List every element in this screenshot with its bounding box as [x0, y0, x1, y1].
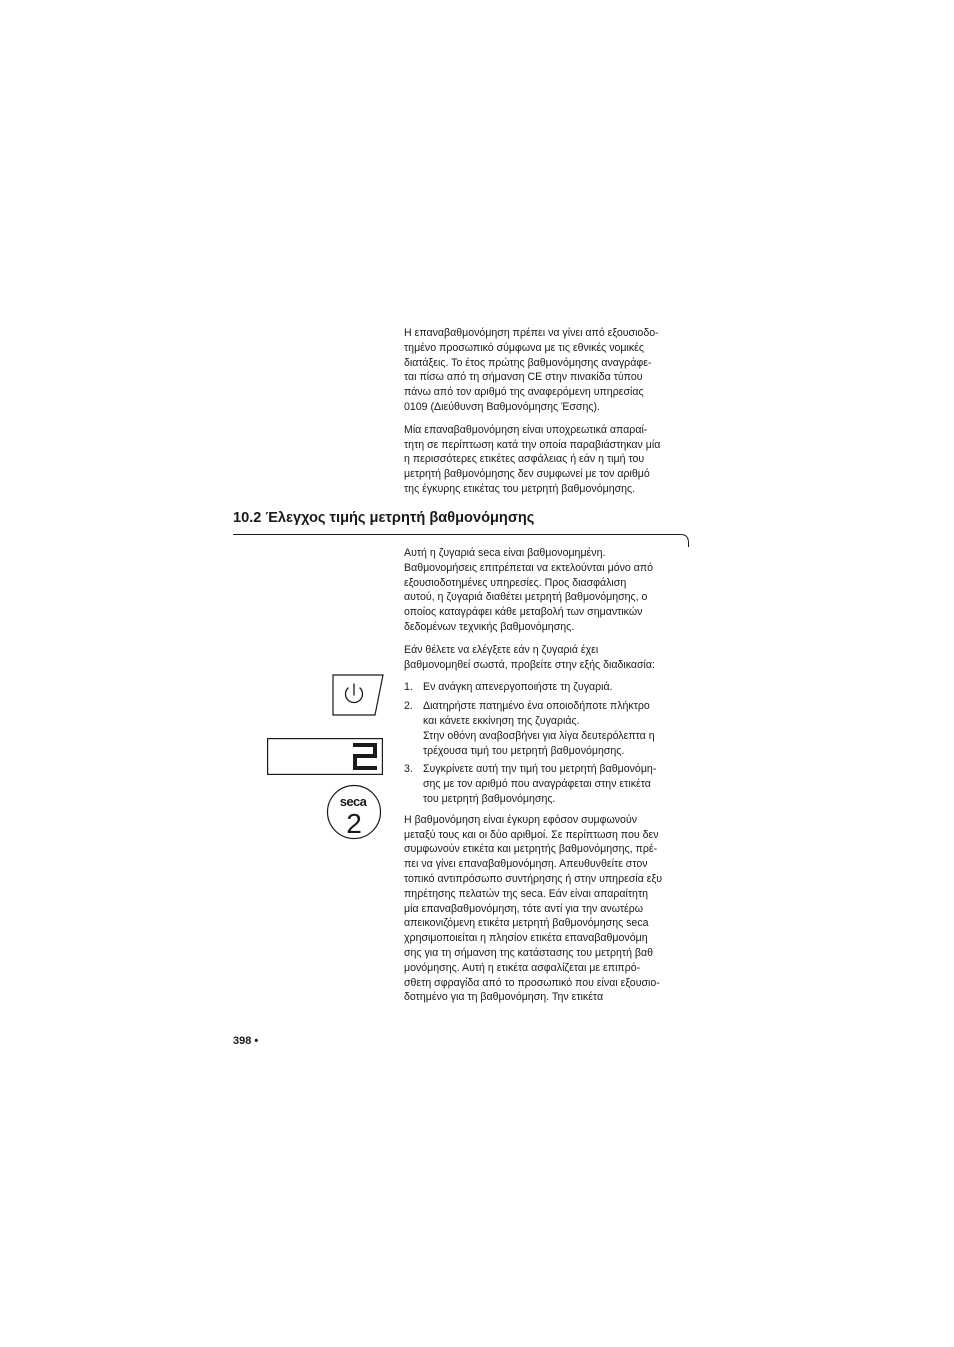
power-key-icon: [332, 674, 384, 716]
seca-counter-label: [326, 784, 382, 840]
procedure-steps: [404, 680, 692, 806]
heading-rule: [233, 533, 689, 547]
seca-logo-text: seca: [339, 794, 367, 809]
section-heading: 10.2 Έλεγχος τιμής μετρητή βαθμονόμησης: [233, 510, 535, 526]
section-body: [404, 546, 692, 1013]
step-3: 3. Συγκρίνετε αυτή την τιμή του μετρητή βαθμονόμη- σης με τον αριθμό που αναγράφεται στην ετικέτα του μετρητή βαθμονόμησης.: [404, 763, 657, 805]
intro-paragraph-1: Η επαναβαθμονόμηση πρέπει να γίνει από εξουσιοδο- τημένο προσωπικό σύμφωνα με τις εθνικές νομικές διατάξεις. Το έτος πρώτης βαθμονόμησης αναγράφε- ται πίσω από τη σήμανση CE στην πινακίδα τύπου πάνω από τον αριθμό της αναφερόμενη υπηρεσίας 0109 (Διεύθυνση Βαθμονόμησης Έσσης).: [404, 327, 659, 413]
intro-text: [404, 326, 692, 505]
lcd-display: [267, 738, 383, 775]
label-counter-number: 2: [346, 808, 362, 839]
page-number: 398 •: [233, 1035, 259, 1047]
intro-paragraph-2: Μία επαναβαθμονόμηση είναι υποχρεωτικά απαραί- τητη σε περίπτωση κατά την οποία παραβιάστηκαν μία η περισσότερες ετικέτες ασφάλειας ή εάν η τιμή του μετρητή βαθμονόμησης δεν συμφωνεί με τον αριθμό της έγκυρης ετικέτας του μετρητή βαθμονόμησης.: [404, 423, 661, 495]
step-1: 1. Εν ανάγκη απενεργοποιήστε τη ζυγαριά.: [404, 681, 613, 694]
section-paragraph-2: Εάν θέλετε να ελέγξετε εάν η ζυγαριά έχει βαθμονομηθεί σωστά, προβείτε στην εξής διαδικασία:: [404, 643, 655, 671]
step-2: 2. Διατηρήστε πατημένο ένα οποιοδήποτε πλήκτρο και κάνετε εκκίνηση της ζυγαριάς. Στην οθόνη αναβοσβήνει για λίγα δευτερόλεπτα η τρέχουσα τιμή του μετρητή βαθμονόμησης.: [404, 700, 655, 757]
section-paragraph-3: Η βαθμονόμηση είναι έγκυρη εφόσον συμφωνούν μεταξύ τους και οι δύο αριθμοί. Σε περίπτωση που δεν συμφωνούν ετικέτα και μετρητής βαθμονόμησης, πρέ- πει να γίνει επαναβαθμονόμηση. Απευθυνθείτε στον τοπικό αντιπρόσωπο συντήρησης ή στην υπηρεσία εξυ πηρέτησης πελατών της seca. Εάν είναι απαραίτητη μία επαναβαθμονόμηση, τότε αντί για την ανωτέρω απεικονιζόμενη ετικέτα μετρητή βαθμονόμησης seca χρησιμοποιείται η πλησίον ετικέτα επαναβαθμονόμη σης για τη σήμανση της κατάστασης του μετρητή βαθ μονόμησης. Αυτή η ετικέτα ασφαλίζεται με επιπρό- σθετη σφραγίδα από το προσωπικό που είναι εξουσιο- δοτημένο για τη βαθμονόμηση. Την ετικέτα: [404, 813, 663, 1004]
section-paragraph-1: Αυτή η ζυγαριά seca είναι βαθμονομημένη. Βαθμονομήσεις επιτρέπεται να εκτελούνται μόνο από εξουσιοδοτημένες υπηρεσίες. Προς διασφάλιση αυτού, η ζυγαριά διαθέτει μετρητή βαθμονόμησης, ο οποίος καταγράφει κάθε μεταβολή των σημαντικών δεδομένων τεχνικής βαθμονόμησης.: [404, 547, 654, 633]
